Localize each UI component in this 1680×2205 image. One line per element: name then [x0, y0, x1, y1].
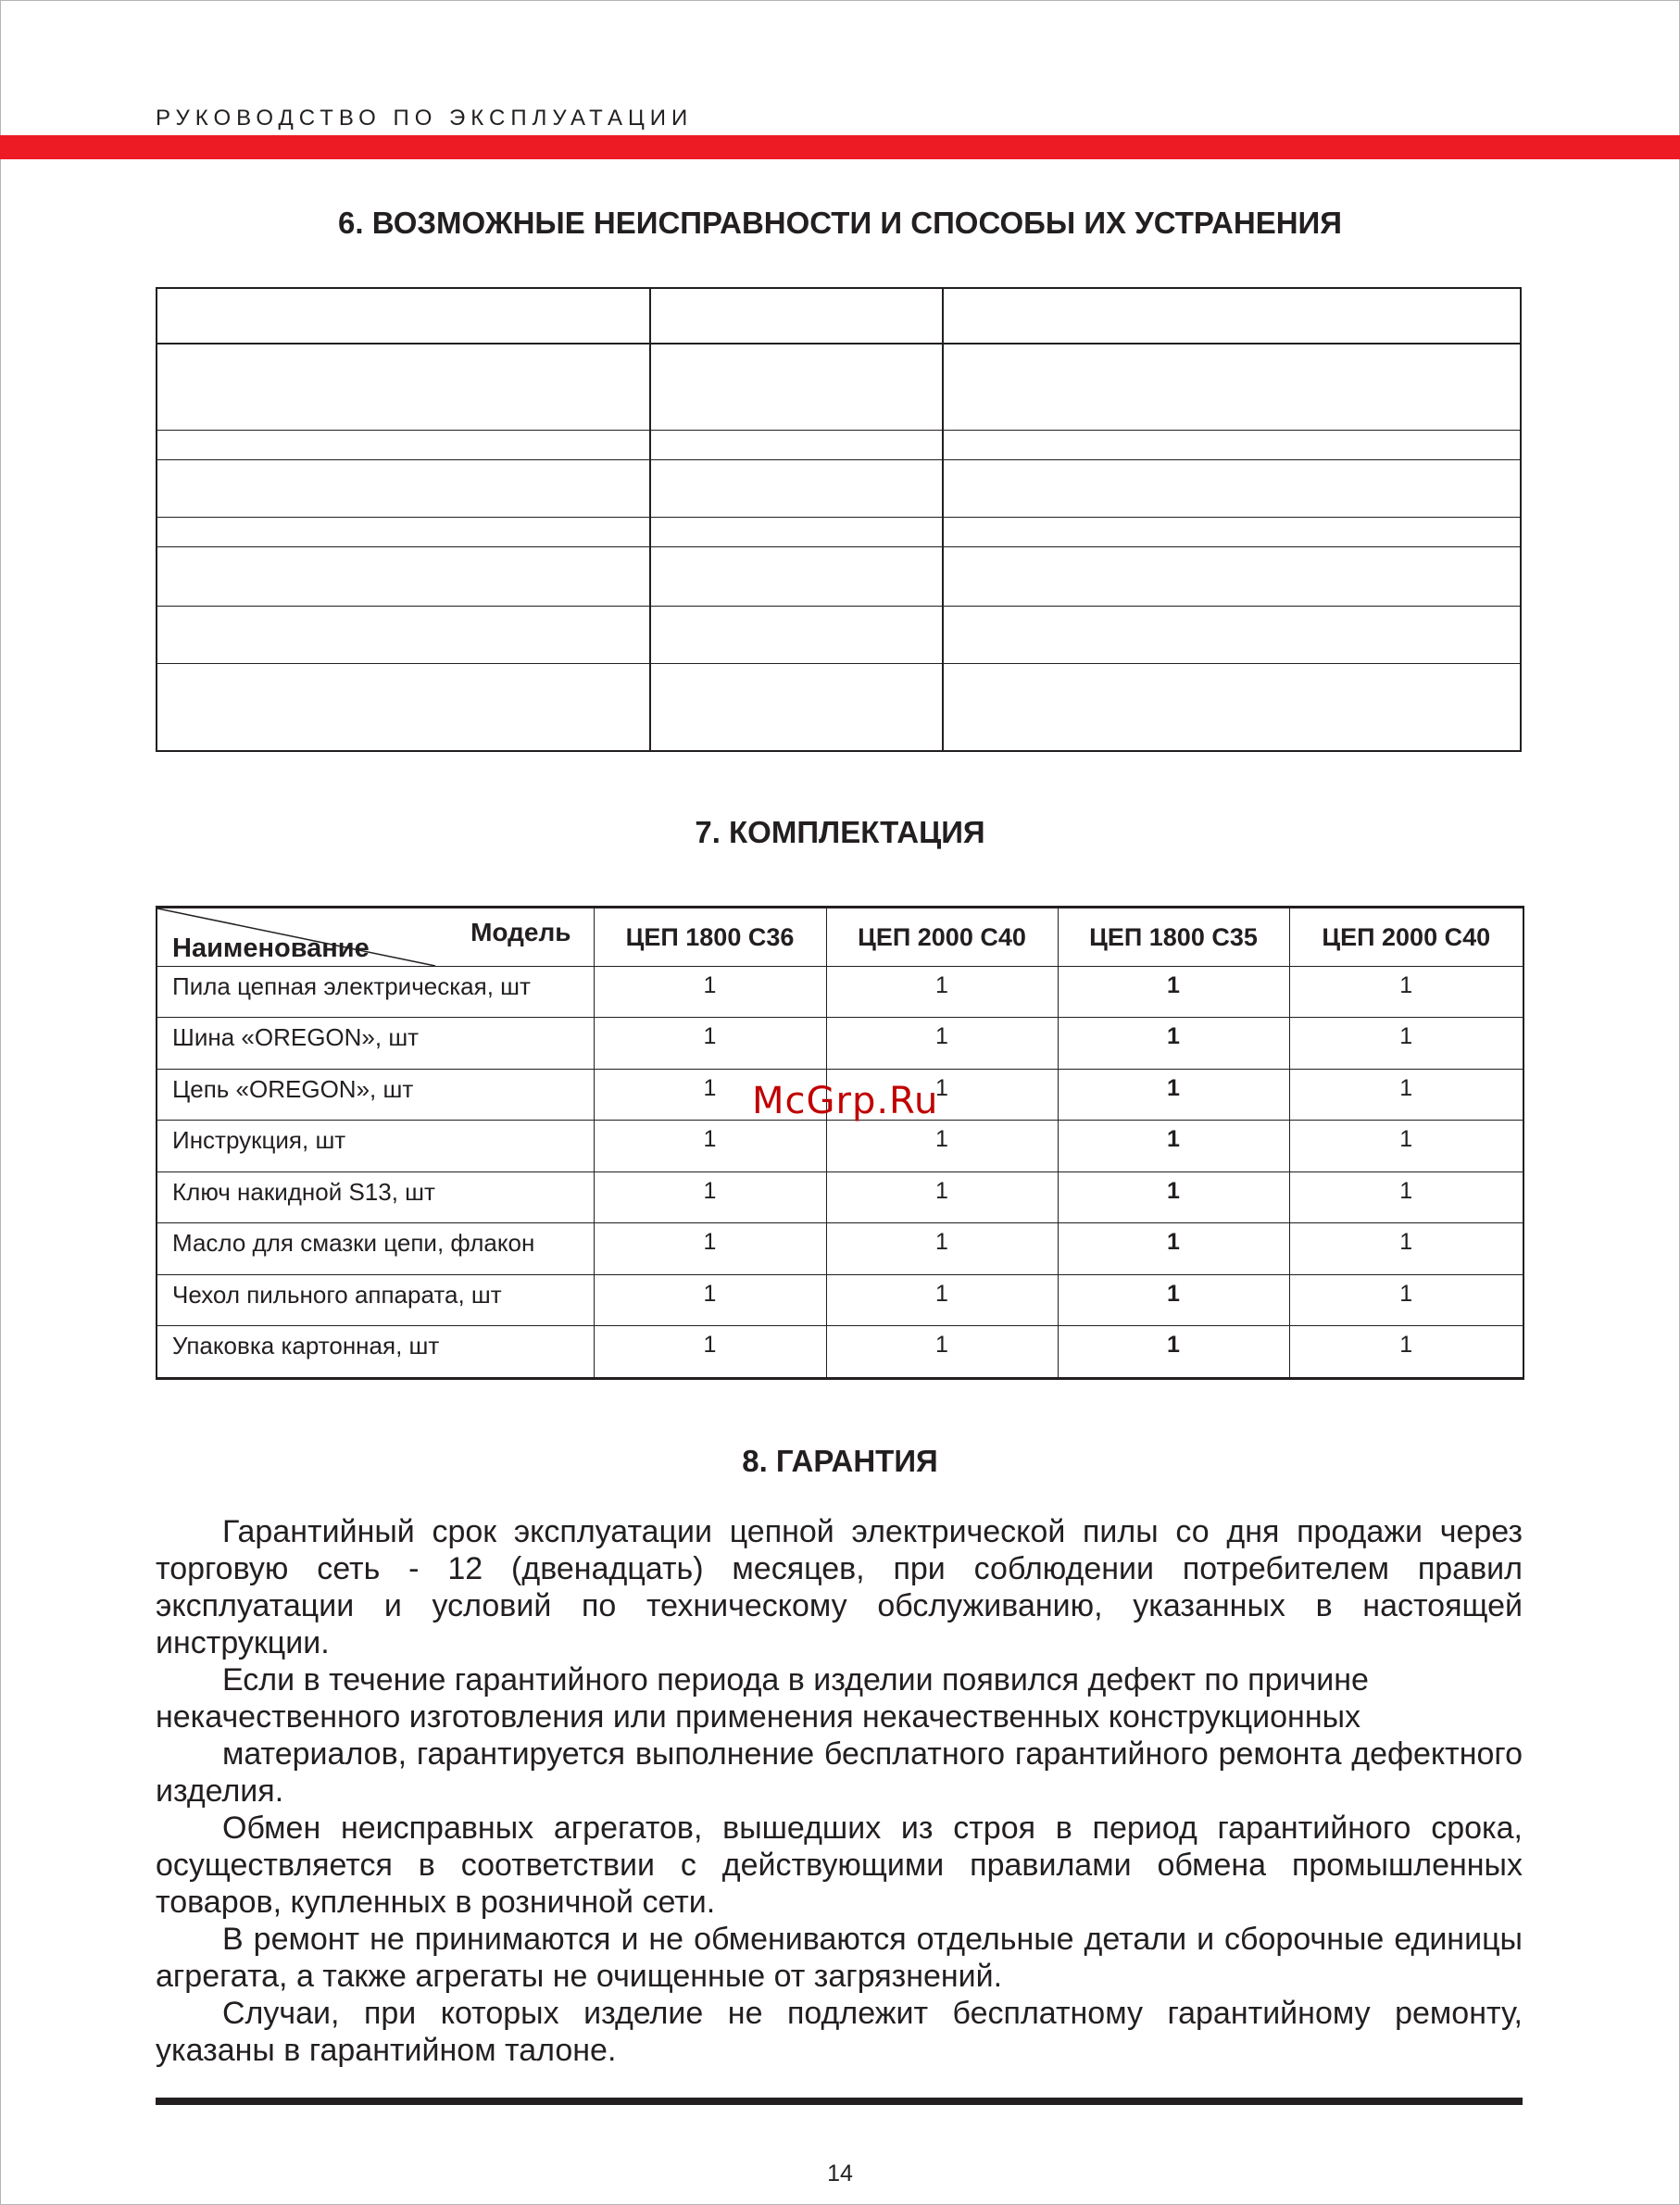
qty-cell: 1	[1289, 1171, 1523, 1222]
faults-table-row-line	[157, 663, 1520, 664]
footer-rule	[156, 2098, 1523, 2105]
faults-table-row-line	[157, 517, 1520, 518]
model-header: ЦЕП 2000 С40	[826, 908, 1058, 967]
qty-cell: 1	[1058, 1274, 1289, 1325]
qty-cell: 1	[826, 1121, 1058, 1171]
qty-cell: 1	[594, 1223, 826, 1274]
qty-cell: 1	[1289, 1326, 1523, 1379]
table-row	[157, 967, 1523, 1018]
faults-table	[156, 287, 1522, 752]
qty-cell: 1	[826, 1274, 1058, 1325]
qty-cell: 1	[1289, 1274, 1523, 1325]
qty-cell: 1	[1289, 1223, 1523, 1274]
item-name: Инструкция, шт	[157, 1121, 594, 1171]
table-row	[157, 1326, 1523, 1379]
section-8-title: 8. ГАРАНТИЯ	[742, 1444, 938, 1478]
equipment-table	[156, 906, 1524, 1380]
warranty-paragraph: Обмен неисправных агрегатов, вышедших из строя в период гарантийного срока, осуществляется в соответствии с действующими правилами обмена промышленных товаров, купленных в розничной сети.	[156, 1810, 1523, 1920]
faults-table-divider	[942, 289, 944, 750]
item-name: Пила цепная электрическая, шт	[157, 967, 594, 1018]
table-row	[157, 1223, 1523, 1274]
item-name: Чехол пильного аппарата, шт	[157, 1274, 594, 1325]
qty-cell: 1	[826, 967, 1058, 1018]
warranty-paragraph: Если в течение гарантийного периода в изделии появился дефект по причине некачественного изготовления или применения некачественных конструкционных	[156, 1662, 1369, 1735]
faults-table-row-line	[157, 459, 1520, 460]
warranty-paragraph: Гарантийный срок эксплуатации цепной электрической пилы со дня продажи через торговую сеть - 12 (двенадцать) месяцев, при соблюдении потребителем правил эксплуатации и условий по техническому обслуживанию, указанных в настоящей инструкции.	[156, 1514, 1523, 1660]
qty-cell: 1	[1058, 1069, 1289, 1120]
qty-cell: 1	[1058, 1223, 1289, 1274]
qty-cell: 1	[1058, 1326, 1289, 1379]
qty-cell: 1	[826, 1171, 1058, 1222]
warranty-paragraph: Случаи, при которых изделие не подлежит бесплатному гарантийному ремонту, указаны в гарантийном талоне.	[156, 1996, 1523, 2068]
qty-cell: 1	[594, 1121, 826, 1171]
item-name: Шина «OREGON», шт	[157, 1018, 594, 1069]
section-6-title: 6. ВОЗМОЖНЫЕ НЕИСПРАВНОСТИ И СПОСОБЫ ИХ УСТРАНЕНИЯ	[338, 206, 1342, 240]
model-header: ЦЕП 1800 С35	[1058, 908, 1289, 967]
qty-cell: 1	[1289, 1121, 1523, 1171]
corner-model-label: Модель	[470, 918, 571, 946]
qty-cell: 1	[1058, 1018, 1289, 1069]
warranty-paragraph: материалов, гарантируется выполнение бесплатного гарантийного ремонта дефектного изделия.	[156, 1736, 1523, 1809]
section-7-title: 7. КОМПЛЕКТАЦИЯ	[695, 815, 985, 849]
qty-cell: 1	[594, 967, 826, 1018]
qty-cell: 1	[826, 1326, 1058, 1379]
table-row	[157, 1018, 1523, 1069]
faults-table-divider	[649, 289, 651, 750]
qty-cell: 1	[826, 1223, 1058, 1274]
table-row	[157, 1274, 1523, 1325]
qty-cell: 1	[1058, 1171, 1289, 1222]
qty-cell: 1	[594, 1018, 826, 1069]
item-name: Ключ накидной S13, шт	[157, 1171, 594, 1222]
qty-cell: 1	[826, 1018, 1058, 1069]
item-name: Цепь «OREGON», шт	[157, 1069, 594, 1120]
header-red-bar	[0, 135, 1680, 159]
qty-cell: 1	[1058, 967, 1289, 1018]
table-row	[157, 1121, 1523, 1171]
qty-cell: 1	[594, 1069, 826, 1120]
qty-cell: 1	[1289, 967, 1523, 1018]
corner-name-label: Наименование	[172, 933, 370, 963]
warranty-paragraph: В ремонт не принимаются и не обмениваются отдельные детали и сборочные единицы агрегата, а также агрегаты не очищенные от загрязнений.	[156, 1922, 1523, 1994]
faults-table-row-line	[157, 606, 1520, 607]
equipment-table-header-row	[157, 908, 1523, 967]
faults-table-row-line	[157, 546, 1520, 547]
running-header: РУКОВОДСТВО ПО ЭКСПЛУАТАЦИИ	[156, 106, 694, 131]
item-name: Масло для смазки цепи, флакон	[157, 1223, 594, 1274]
qty-cell: 1	[1058, 1121, 1289, 1171]
qty-cell: 1	[1289, 1069, 1523, 1120]
qty-cell: 1	[594, 1274, 826, 1325]
corner-cell	[157, 908, 594, 967]
item-name: Упаковка картонная, шт	[157, 1326, 594, 1379]
faults-table-header-line	[157, 343, 1520, 345]
model-header: ЦЕП 1800 С36	[594, 908, 826, 967]
watermark-text: McGrp.Ru	[752, 1080, 939, 1122]
qty-cell: 1	[826, 1069, 1058, 1120]
qty-cell: 1	[1289, 1018, 1523, 1069]
qty-cell: 1	[594, 1326, 826, 1379]
model-header: ЦЕП 2000 С40	[1289, 908, 1523, 967]
table-row	[157, 1171, 1523, 1222]
faults-table-row-line	[157, 430, 1520, 431]
page-number: 14	[827, 2161, 853, 2186]
warranty-text	[156, 1513, 1523, 2069]
qty-cell: 1	[594, 1171, 826, 1222]
